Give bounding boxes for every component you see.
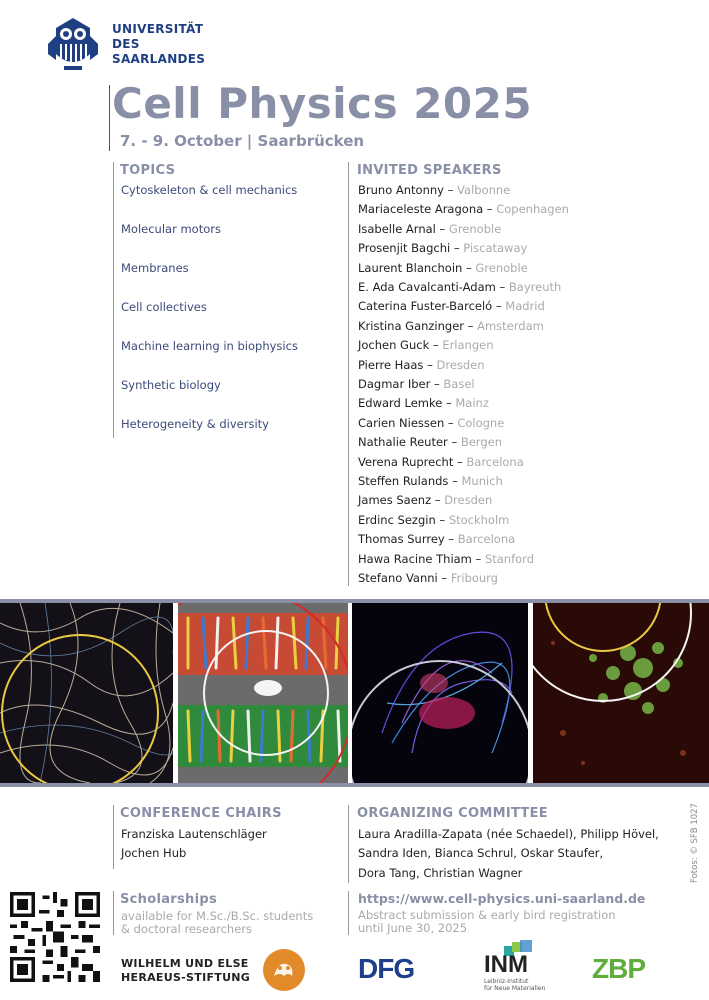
speaker-item	[358, 261, 528, 275]
inm-subtitle: Leibniz-Institut	[484, 978, 529, 985]
title-rule	[109, 85, 110, 151]
topic-item: Heterogeneity & diversity	[121, 417, 269, 431]
speaker-item	[358, 202, 569, 216]
topic-item: Cytoskeleton & cell mechanics	[121, 183, 298, 197]
speaker-name: Dagmar Iber	[358, 377, 431, 391]
university-name-line-1: UNIVERSITÄT	[112, 22, 204, 36]
fluorescent-cell-image	[352, 603, 528, 783]
speaker-separator: –	[453, 454, 467, 469]
speaker-city: Erlangen	[442, 338, 494, 353]
chairs-heading: CONFERENCE CHAIRS	[120, 806, 282, 821]
registration-text: Abstract submission & early bird registration	[358, 908, 616, 922]
speaker-city: Munich	[461, 474, 503, 488]
speaker-name: Edward Lemke	[358, 396, 443, 411]
topics-heading: TOPICS	[120, 163, 176, 178]
speaker-city: Copenhagen	[496, 202, 569, 217]
speaker-name: Pierre Haas	[358, 357, 424, 372]
speaker-item	[358, 571, 498, 585]
committee-heading: ORGANIZING COMMITTEE	[357, 806, 548, 821]
speaker-city: Basel	[443, 377, 475, 391]
topic-item: Cell collectives	[121, 300, 207, 314]
speaker-separator: –	[443, 183, 458, 197]
committee-line: Laura Aradilla-Zapata (née Schaedel), Philipp Hövel,	[358, 827, 659, 841]
speaker-separator: –	[435, 221, 449, 236]
inm-text: INM	[484, 951, 528, 978]
speaker-separator: –	[430, 377, 444, 391]
speaker-separator: –	[447, 435, 461, 450]
speaker-name: Isabelle Arnal	[358, 221, 436, 236]
heraeus-name-line: WILHELM UND ELSE	[121, 957, 249, 970]
speaker-item	[358, 552, 534, 566]
speaker-name: Bruno Antonny	[358, 183, 444, 197]
speaker-separator: –	[437, 571, 451, 585]
speaker-separator: –	[444, 532, 458, 547]
speaker-item	[358, 416, 504, 430]
dfg-logo: DFG	[358, 953, 415, 984]
speaker-city: Grenoble	[448, 221, 502, 236]
speaker-separator: –	[442, 396, 456, 411]
speaker-name: Erdinc Sezgin	[358, 512, 436, 527]
cell-collective-image	[533, 603, 709, 783]
committee-line: Dora Tang, Christian Wagner	[358, 866, 523, 880]
speaker-item	[358, 183, 510, 197]
speaker-separator: –	[495, 280, 509, 294]
speaker-city: Bayreuth	[508, 280, 562, 294]
speaker-item	[358, 455, 524, 469]
speaker-separator: –	[444, 415, 458, 430]
speaker-city: Barcelona	[466, 454, 524, 469]
university-name-line-2: DES	[112, 37, 140, 51]
speaker-item	[358, 532, 515, 546]
speaker-separator: –	[448, 474, 462, 488]
speaker-name: Nathalie Reuter	[358, 435, 448, 450]
speaker-city: Mainz	[455, 396, 489, 411]
speaker-city: Dresden	[444, 493, 493, 508]
speakers-rule	[348, 162, 349, 586]
scholarships-text: & doctoral researchers	[121, 922, 252, 936]
speaker-city: Amsterdam	[477, 318, 544, 333]
topics-rule	[113, 162, 114, 438]
speaker-name: Hawa Racine Thiam	[358, 551, 472, 566]
speaker-name: Thomas Surrey	[358, 532, 445, 547]
scholarships-text: available for M.Sc./B.Sc. students	[121, 909, 314, 923]
speaker-separator: –	[492, 299, 506, 314]
speaker-separator: –	[471, 551, 485, 566]
speaker-name: Steffen Rulands	[358, 474, 449, 488]
scholarships-heading: Scholarships	[120, 892, 217, 907]
speaker-city: Barcelona	[457, 532, 516, 547]
zbp-logo: ZBP	[592, 953, 645, 984]
speaker-city: Valbonne	[457, 183, 511, 197]
speaker-separator: –	[429, 338, 443, 353]
speaker-city: Stockholm	[448, 512, 510, 527]
speaker-separator: –	[462, 260, 476, 275]
topic-item: Molecular motors	[121, 222, 221, 236]
speaker-item	[358, 338, 494, 352]
speaker-item	[358, 299, 545, 313]
scholarships-rule	[113, 891, 114, 935]
topic-item: Machine learning in biophysics	[121, 339, 298, 353]
speaker-name: Kristina Ganzinger	[358, 318, 465, 333]
website-rule	[348, 891, 349, 935]
speaker-item	[358, 377, 475, 391]
speaker-item	[358, 319, 544, 333]
speaker-city: Bergen	[460, 435, 502, 450]
speaker-name: Stefano Vanni	[358, 571, 438, 585]
university-name-line-3: SAARLANDES	[112, 52, 206, 66]
chair-name: Franziska Lautenschläger	[121, 827, 267, 841]
speaker-name: Verena Ruprecht	[358, 454, 454, 469]
speaker-city: Cologne	[457, 415, 505, 430]
chair-name: Jochen Hub	[121, 846, 187, 860]
speaker-name: Prosenjit Bagchi	[358, 241, 451, 256]
chairs-rule	[113, 805, 114, 869]
speaker-name: Carien Niessen	[358, 415, 445, 430]
speaker-item	[358, 435, 502, 449]
topic-item: Synthetic biology	[121, 378, 221, 392]
conference-dates: 7. - 9. October | Saarbrücken	[120, 132, 365, 150]
committee-rule	[348, 805, 349, 883]
speaker-item	[358, 241, 527, 255]
heraeus-name-line: HERAEUS-STIFTUNG	[121, 971, 251, 984]
speaker-name: Caterina Fuster-Barceló	[358, 299, 493, 314]
committee-line: Sandra Iden, Bianca Schrul, Oskar Staufer,	[358, 846, 604, 860]
speakers-heading: INVITED SPEAKERS	[357, 163, 502, 178]
speaker-item	[358, 493, 492, 507]
speaker-item	[358, 358, 485, 372]
speaker-item	[358, 280, 561, 294]
speaker-name: Jochen Guck	[358, 338, 430, 353]
speaker-item	[358, 222, 501, 236]
cytoskeleton-network-image	[0, 603, 173, 783]
speaker-separator: –	[464, 318, 478, 333]
inm-subtitle: für Neue Materialien	[484, 985, 546, 992]
speaker-city: Grenoble	[475, 260, 528, 275]
speaker-item	[358, 513, 509, 527]
heraeus-foundation-logo	[262, 948, 306, 992]
speaker-separator: –	[483, 202, 497, 217]
speaker-city: Madrid	[505, 299, 545, 314]
speaker-item	[358, 396, 489, 410]
photo-credit: Fotos: © SFB 1027	[690, 803, 700, 883]
university-owl-logo	[46, 14, 100, 72]
page-title: Cell Physics 2025	[112, 79, 533, 128]
image-strip-bottom-bar	[0, 783, 709, 787]
speaker-separator: –	[423, 357, 437, 372]
membrane-simulation-image	[178, 603, 348, 783]
qr-code[interactable]	[10, 892, 100, 982]
topic-item: Membranes	[121, 261, 189, 275]
speaker-item	[358, 474, 503, 488]
speaker-separator: –	[431, 493, 445, 508]
speaker-city: Piscataway	[463, 241, 528, 256]
speaker-city: Fribourg	[450, 571, 498, 585]
speaker-separator: –	[435, 512, 449, 527]
registration-deadline: until June 30, 2025	[358, 921, 468, 935]
speaker-name: Mariaceleste Aragona	[358, 202, 484, 217]
website-link[interactable]: https://www.cell-physics.uni-saarland.de	[358, 891, 646, 906]
speaker-separator: –	[450, 241, 464, 256]
speaker-name: E. Ada Cavalcanti-Adam	[358, 280, 496, 294]
speaker-city: Dresden	[436, 357, 485, 372]
speaker-name: James Saenz	[358, 493, 432, 508]
speaker-name: Laurent Blanchoin	[358, 260, 463, 275]
speaker-city: Stanford	[484, 551, 535, 566]
